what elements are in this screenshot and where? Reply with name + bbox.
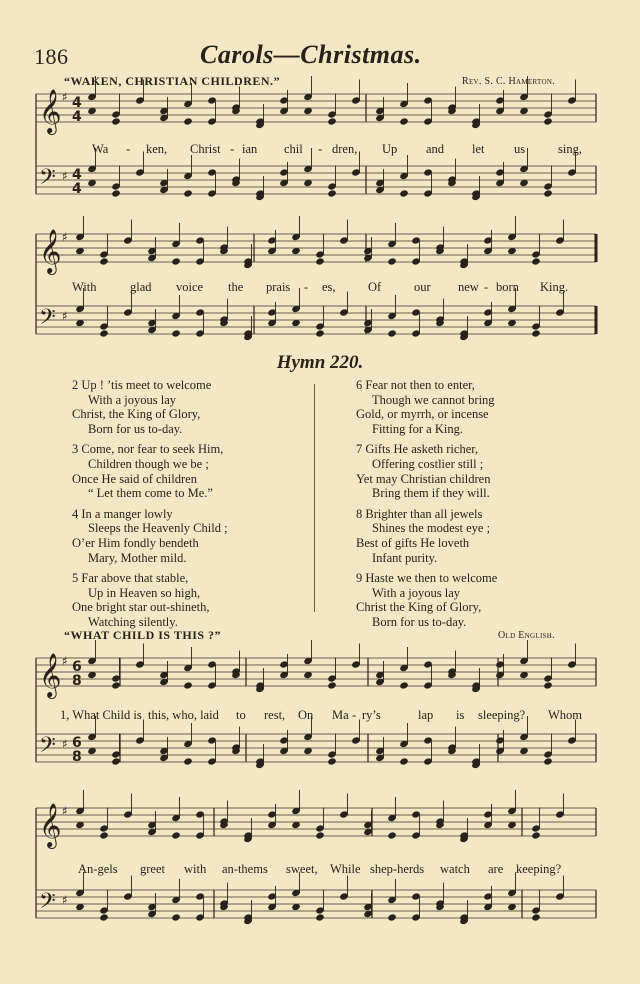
lyric-syllable: the (228, 280, 244, 294)
bass-clef: 𝄢 (39, 305, 56, 335)
tune1-title: “WAKEN, CHRISTIAN CHILDREN.” (64, 74, 281, 88)
page-number: 186 (34, 44, 69, 69)
stanza-line: Bring them if they will. (372, 486, 490, 501)
tune2-credit: Old English. (498, 630, 555, 641)
key-signature-sharp: ♯ (62, 90, 68, 104)
stanza-line: Christ, the King of Glory, (72, 407, 201, 422)
stanzas-left-column (72, 378, 312, 636)
lyric-syllable: ry’s (362, 708, 381, 722)
note-head (171, 831, 181, 839)
lyric-syllable: us (514, 142, 526, 156)
stanza-line: O’er Him fondly bendeth (72, 535, 199, 550)
stanza (356, 378, 596, 436)
note-head (327, 757, 337, 765)
note-head (99, 329, 109, 337)
bass-staff (36, 872, 596, 925)
lyric-syllable: is (456, 708, 465, 722)
note-head (99, 257, 109, 265)
time-signature-bottom: 4 (72, 181, 82, 197)
stanza-line: Shines the modest eye ; (372, 521, 491, 536)
lyric-syllable: - (126, 142, 131, 156)
note-head (387, 257, 397, 265)
note-head (543, 189, 553, 197)
note-head (543, 681, 553, 689)
note-head (543, 117, 553, 125)
lyric-syllable: - (484, 280, 489, 294)
stanza-line: Born for us to-day. (372, 614, 467, 629)
treble-clef: 𝄞 (39, 89, 62, 133)
stanza (356, 442, 596, 500)
lyric-syllable: greet (140, 862, 165, 876)
stanza-line: With a joyous lay (372, 585, 461, 600)
lyric-syllable: An-gels (78, 862, 118, 876)
bass-staff (36, 148, 596, 201)
lyric-syllable: watch (440, 862, 470, 876)
lyric-syllable: prais (266, 280, 291, 294)
note-head (315, 257, 325, 265)
treble-clef: 𝄞 (39, 229, 62, 273)
lyric-syllable: Of (368, 280, 382, 294)
stanza (356, 507, 596, 565)
note-head (327, 189, 337, 197)
key-signature-sharp: ♯ (62, 737, 68, 751)
treble-clef: 𝄞 (39, 653, 62, 697)
bass-clef: 𝄢 (39, 733, 56, 763)
bass-clef: 𝄢 (39, 165, 56, 195)
lyric-syllable: let (472, 142, 485, 156)
time-signature-top: 4 (72, 167, 82, 183)
lyric-syllable: born (496, 280, 519, 294)
key-signature-sharp: ♯ (62, 893, 68, 907)
lyric-syllable: Whom (548, 708, 583, 722)
tune1-credit: Rev. S. C. Hamerton. (462, 76, 556, 87)
tune2-title: “WHAT CHILD IS THIS ?” (64, 628, 222, 642)
time-signature-bottom: 4 (72, 109, 82, 125)
note-head (111, 681, 121, 689)
stanza-line: 5 Far above that stable, (72, 571, 189, 586)
lyric-syllable: On (298, 708, 314, 722)
stanza-line: Though we cannot bring (372, 392, 495, 407)
stanza (356, 571, 596, 629)
treble-staff (36, 790, 596, 849)
stanza-line: 2 Up ! ’tis meet to welcome (72, 378, 212, 392)
key-signature-sharp: ♯ (62, 309, 68, 323)
key-signature-sharp: ♯ (62, 804, 68, 818)
lyric-syllable: Up (382, 142, 398, 156)
note-head (531, 329, 541, 337)
lyric-syllable: to (236, 708, 246, 722)
stanza-line: 3 Come, nor fear to seek Him, (72, 442, 224, 457)
treble-staff (36, 216, 596, 275)
note-head (387, 329, 397, 337)
note-head (531, 257, 541, 265)
note-head (399, 681, 409, 689)
stanzas-right-column (356, 378, 596, 636)
stanza-line: Gold, or myrrh, or incense (356, 407, 489, 422)
lyric-syllable: sleeping? (478, 708, 526, 722)
lyric-syllable: Ma (332, 708, 349, 722)
lyric-syllable: voice (176, 280, 204, 294)
lyric-syllable: sing, (558, 142, 582, 156)
lyric-syllable: our (414, 280, 431, 294)
stanza-line: 7 Gifts He asketh richer, (356, 442, 479, 457)
stanza (72, 507, 312, 565)
lyric-syllable: With (72, 280, 97, 294)
note-head (399, 117, 409, 125)
treble-staff (36, 640, 596, 699)
lyric-syllable: this, who, laid (148, 708, 219, 722)
stanza-line: One bright star out-shineth, (72, 600, 210, 615)
lyric-syllable: an-thems (222, 862, 268, 876)
note-head (171, 257, 181, 265)
stanza-line: Fitting for a King. (372, 421, 463, 436)
lyric-syllable: chil (284, 142, 303, 156)
time-signature-bottom: 8 (72, 749, 82, 765)
note-head (387, 913, 397, 921)
lyric-syllable: rest, (264, 708, 286, 722)
note-head (171, 329, 181, 337)
stanza-line: 9 Haste we then to welcome (356, 571, 498, 586)
note-head (183, 117, 193, 125)
stanza-line: Children though we be ; (88, 456, 209, 471)
note-head (111, 189, 121, 197)
note-head (99, 831, 109, 839)
key-signature-sharp: ♯ (62, 169, 68, 183)
stanza-line: Mary, Mother mild. (88, 550, 187, 565)
stanza (72, 442, 312, 500)
running-head: Carols—Christmas. (200, 40, 422, 69)
note-head (399, 189, 409, 197)
bass-clef: 𝄢 (39, 889, 56, 919)
note-head (543, 757, 553, 765)
note-head (183, 681, 193, 689)
note-head (327, 117, 337, 125)
hymn-number: Hymn 220. (276, 352, 364, 373)
lyric-syllable: - (352, 708, 357, 722)
lyric-syllable: Wa (92, 142, 109, 156)
time-signature-top: 6 (72, 659, 82, 675)
note-head (171, 913, 181, 921)
lyric-syllable: - (318, 142, 323, 156)
key-signature-sharp: ♯ (62, 654, 68, 668)
lyric-syllable: glad (130, 280, 152, 294)
lyric-syllable: dren, (332, 142, 358, 156)
note-head (315, 913, 325, 921)
stanza-line: 6 Fear not then to enter, (356, 378, 475, 392)
bass-staff (36, 288, 596, 341)
key-signature-sharp: ♯ (62, 230, 68, 244)
treble-clef: 𝄞 (39, 803, 62, 847)
stanza-line: Sleeps the Heavenly Child ; (88, 521, 228, 536)
note-head (327, 681, 337, 689)
stanza-line: With a joyous lay (88, 392, 177, 407)
stanza-line: “ Let them come to Me.” (88, 486, 213, 501)
note-head (99, 913, 109, 921)
stanza-line: 8 Brighter than all jewels (356, 506, 483, 521)
note-head (531, 831, 541, 839)
lyric-syllable: Christ (190, 142, 221, 156)
lyric-syllable: new (458, 280, 479, 294)
lyric-syllable: King. (540, 280, 569, 294)
time-signature-top: 6 (72, 735, 82, 751)
lyric-syllable: ian (242, 142, 258, 156)
note-head (387, 831, 397, 839)
lyric-syllable: and (426, 142, 445, 156)
note-head (183, 757, 193, 765)
time-signature-top: 4 (72, 95, 82, 111)
lyric-syllable: keeping? (516, 862, 562, 876)
stanza-line: Up in Heaven so high, (88, 585, 201, 600)
lyric-syllable: sweet, (286, 862, 318, 876)
bass-staff (36, 716, 596, 769)
stanza-line: Infant purity. (372, 550, 438, 565)
note-head (315, 831, 325, 839)
note-head (399, 757, 409, 765)
stanza (72, 378, 312, 436)
lyric-syllable: ken, (146, 142, 168, 156)
stanza-line: 4 In a manger lowly (72, 506, 173, 521)
stanza-line: Born for us to-day. (88, 421, 183, 436)
note-head (111, 757, 121, 765)
lyric-syllable: es, (322, 280, 336, 294)
lyric-syllable: lap (418, 708, 434, 722)
stanza-line: Christ the King of Glory, (356, 600, 482, 615)
lyric-syllable: While (330, 862, 361, 876)
stanza-line: Yet may Christian children (356, 471, 491, 486)
lyric-syllable: - (304, 280, 309, 294)
lyric-syllable: - (230, 142, 235, 156)
stanza-line: Watching silently. (88, 614, 178, 629)
note-head (531, 913, 541, 921)
stanza-line: Best of gifts He loveth (356, 535, 470, 550)
lyric-syllable: shep-herds (370, 862, 425, 876)
stanza-line: Offering costlier still ; (372, 456, 484, 471)
lyric-syllable: 1, What Child is (60, 708, 142, 722)
time-signature-bottom: 8 (72, 673, 82, 689)
column-rule (314, 384, 315, 612)
lyric-syllable: are (488, 862, 504, 876)
note-head (183, 189, 193, 197)
note-head (315, 329, 325, 337)
stanza (72, 571, 312, 629)
note-head (111, 117, 121, 125)
stanza-line: Once He said of children (72, 471, 197, 486)
lyric-syllable: with (184, 862, 207, 876)
